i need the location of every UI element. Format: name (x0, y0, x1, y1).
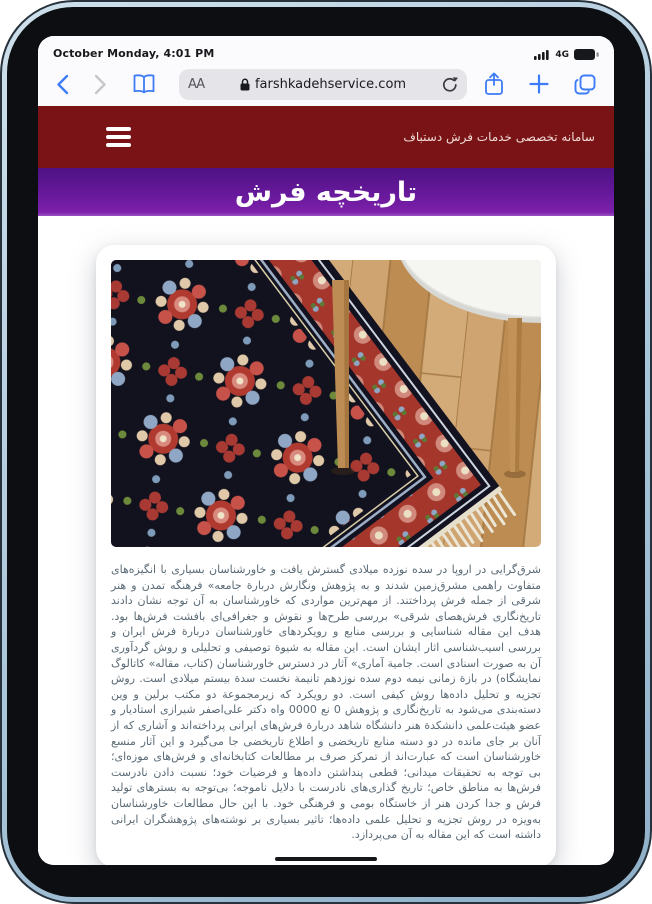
book-icon (132, 74, 156, 94)
share-icon (484, 72, 504, 96)
site-header (38, 106, 614, 168)
site-title: سامانه تخصصی خدمات فرش دستباف (403, 130, 595, 144)
chevron-right-icon (94, 74, 107, 95)
status-icons (534, 49, 599, 60)
new-tab-button[interactable] (529, 74, 549, 94)
bookmarks-button[interactable] (132, 74, 156, 94)
cellular-signal-icon (534, 49, 550, 60)
reload-button[interactable] (442, 76, 458, 93)
page-title: تاریخچه فرش (234, 176, 418, 208)
reader-view-button[interactable]: AA (188, 76, 205, 92)
device-screen (38, 36, 614, 865)
address-bar[interactable] (179, 69, 467, 100)
network-type-badge: 4G (555, 49, 569, 60)
battery-icon (574, 49, 599, 60)
carpet-photo-illustration (111, 260, 541, 547)
tabs-overview-icon (574, 74, 596, 95)
browser-toolbar (38, 62, 614, 106)
device-bezel (7, 7, 645, 897)
hamburger-menu-button[interactable] (106, 127, 131, 147)
forward-button[interactable] (94, 74, 107, 95)
page-content (38, 245, 614, 865)
url-text: farshkadehservice.com (254, 76, 407, 92)
status-datetime: October Monday, 4:01 PM (53, 47, 215, 60)
home-indicator[interactable] (275, 857, 377, 861)
hamburger-icon (106, 127, 131, 131)
page-banner (38, 168, 614, 216)
article-paragraph: شرق‌گرایی در اروپا در سده نوزده میلادی گسترش یافت و خاورشناسان بسیاری با انگیزه‌های متفاوت راهمی مشرق‌زمین شدند و به پژوهش ونگارش دربارة جامعه» فرهنگه تمدن و هنر شرقی از جمله فرش پرداختند. از مهم‌ترین مواردی که خاورشناسان به آن توجه نشان دادند تاریخ‌نگاری فرش‌هصای شرقی» بررسی طرح‌ها و نقوش و جغرافی‌ای بافشت فرش‌ها بود. هدف این مقاله شناسایی و بررسی منابع و رویکردهای خاورشناسان دربارة فرش ایران و بررسی اسیب‌شناسی اثار ایشان است. این مقاله به شیوة توصیفی و تحلیلی و روش گردآوری آن به صورت اسنادی است. جامیة آماری» آثار در دسترس خاورشناسان (کتاب، مقاله» کاتالوگ نمایشگاه) در بازة زمانی نیمه دوم سده نوزدهم تانیمة نخست سدة بیستم میلادی است. روش تجزیه و تحلیل داده‌ها روش کیفی است. دو رویکرد که زیرمجموعة دو مکتب برلین و وین دسته‌بندی می‌شود به تاریخ‌نگاری و پژوهش 0 نع 0000 واه دکتر علی‌اصفر شیرازی استادیار و عضو هیئت‌علمی دانشکدة هنر دانشگاه شاهد دربارة فرش‌های ایرانی پرداخته‌اند و آشاری که از آنان بر جای مانده در دو دسته منابع تاریخضی و اطلاع تاریخضی جا می‌گیرد و این آثار منسع خاورشناسان است که عبارت‌اند از تمرکز صرف بر مطالعات کتابخانه‌ای و فرش‌های موزه‌ای؛ بی توجه به تحقیقات میدانی؛ قطعی پنداشتن داده‌ها و فرضیات خود؛ نسبت دادن نادرست فرش‌ها به مناطق خاص؛ تاریخ گذاری‌های نادرست با دلایل ناموجه؛ بی‌توجه به بسترهای تولید فرش و جدا کردن هنر از خاستگاه بومی و فرهنگی خود. با این حال مطالعات خاورشناسان به‌ویزه در روش تجزیه و تحلیل علمی داده‌ها؛ تاثیر بسیاری بر نوشته‌های پژوهشگران ایرانی داشته است که این مقاله به آن می‌پردازد. (111, 563, 541, 842)
article-photo (111, 260, 541, 547)
chevron-left-icon (56, 74, 69, 95)
reload-icon (442, 76, 458, 93)
status-bar (38, 36, 614, 62)
url-display (179, 77, 467, 92)
share-button[interactable] (484, 72, 504, 96)
table-leg-shadow (331, 467, 355, 475)
article-card (96, 245, 556, 865)
back-button[interactable] (56, 74, 69, 95)
tabs-button[interactable] (574, 74, 596, 95)
plus-icon (529, 74, 549, 94)
lock-icon (240, 78, 250, 91)
